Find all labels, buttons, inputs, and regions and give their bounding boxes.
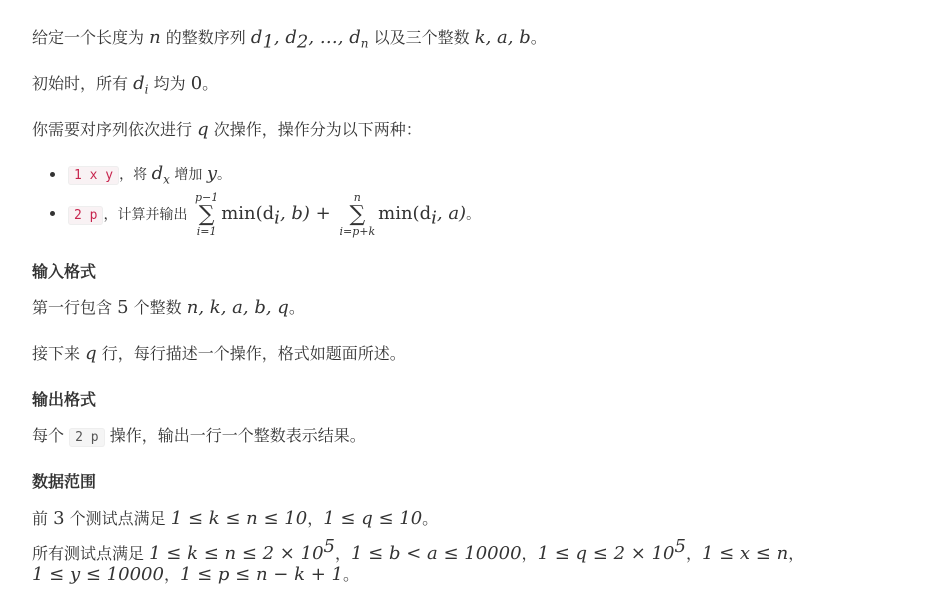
op1-code: 1 x y [68, 166, 119, 185]
var-y: y [206, 163, 217, 184]
zero-value: 0 [190, 73, 203, 94]
op2-code: 2 p [68, 206, 103, 225]
sequence-expr: $d_1$, $d_2$, …, $d_n$ [250, 27, 369, 53]
var-q: q [197, 119, 209, 140]
range-line-3: 1 ≤ y ≤ 10000，1 ≤ p ≤ n − k + 1。 [32, 564, 359, 585]
term-1: $\min(d_i$, b) [221, 203, 310, 229]
op2-item: 2 p ，计算并输出 p−1 ∑ i=1 $\min(d_i$, b) + n ∑ i=p+k $\min(d_i$, a)。 [68, 188, 480, 245]
op1-item: 1 x y ，将 $d_x$ 增加 y。 [68, 162, 231, 192]
constraint-q: $1 \le q \le 2 \times 10^5$ [537, 536, 686, 564]
range-line-2: 所有测试点满足 $1 \le k \le n \le 2 \times 10^5$，1 ≤ b < a ≤ 10000，$1 \le q \le 2 \times 10^5$，1 ≤ x ≤ n， [32, 536, 805, 564]
input-line-2: 接下来 q 行，每行描述一个操作，格式如题面所述。 [32, 343, 406, 364]
ops-intro-line: 你需要对序列依次进行 q 次操作，操作分为以下两种： [32, 119, 422, 140]
bullet-dot [50, 211, 55, 216]
range-line-1: 前 3 个测试点满足 1 ≤ k ≤ n ≤ 10，1 ≤ q ≤ 10。 [32, 508, 439, 529]
term-2: $\min(d_i$, a) [378, 203, 467, 229]
constraint-n: $1 \le k \le n \le 2 \times 10^5$ [149, 536, 335, 564]
sum-1: p−1 ∑ i=1 [194, 191, 219, 238]
intro-mid: 的整数序列 [165, 28, 246, 47]
input-line-1: 第一行包含 5 个整数 n, k, a, b, q。 [32, 297, 305, 318]
intro-prefix: 给定一个长度为 [32, 28, 145, 47]
output-format-heading: 输出格式 [32, 390, 97, 409]
init-line: 初始时，所有 $d_i$ 均为 0。 [32, 73, 219, 97]
vars-kab: k, a, b [474, 27, 531, 48]
input-vars: n, k, a, b, q [186, 297, 289, 318]
data-range-heading: 数据范围 [32, 472, 97, 491]
sum-2: n ∑ i=p+k [339, 191, 376, 238]
bullet-dot [50, 172, 55, 177]
intro-mid2: 以及三个整数 [373, 28, 470, 47]
var-di: $d_i$ [133, 73, 149, 97]
input-format-heading: 输入格式 [32, 262, 97, 281]
output-line: 每个 2 p 操作，输出一行一个整数表示结果。 [32, 426, 366, 445]
var-dx: $d_x$ [151, 163, 170, 187]
intro-line: 给定一个长度为 n 的整数序列 $d_1$, $d_2$, …, $d_n$ 以及三个整数 k, a, b。 [32, 27, 547, 53]
var-n: n [149, 27, 161, 48]
output-code: 2 p [69, 428, 104, 447]
